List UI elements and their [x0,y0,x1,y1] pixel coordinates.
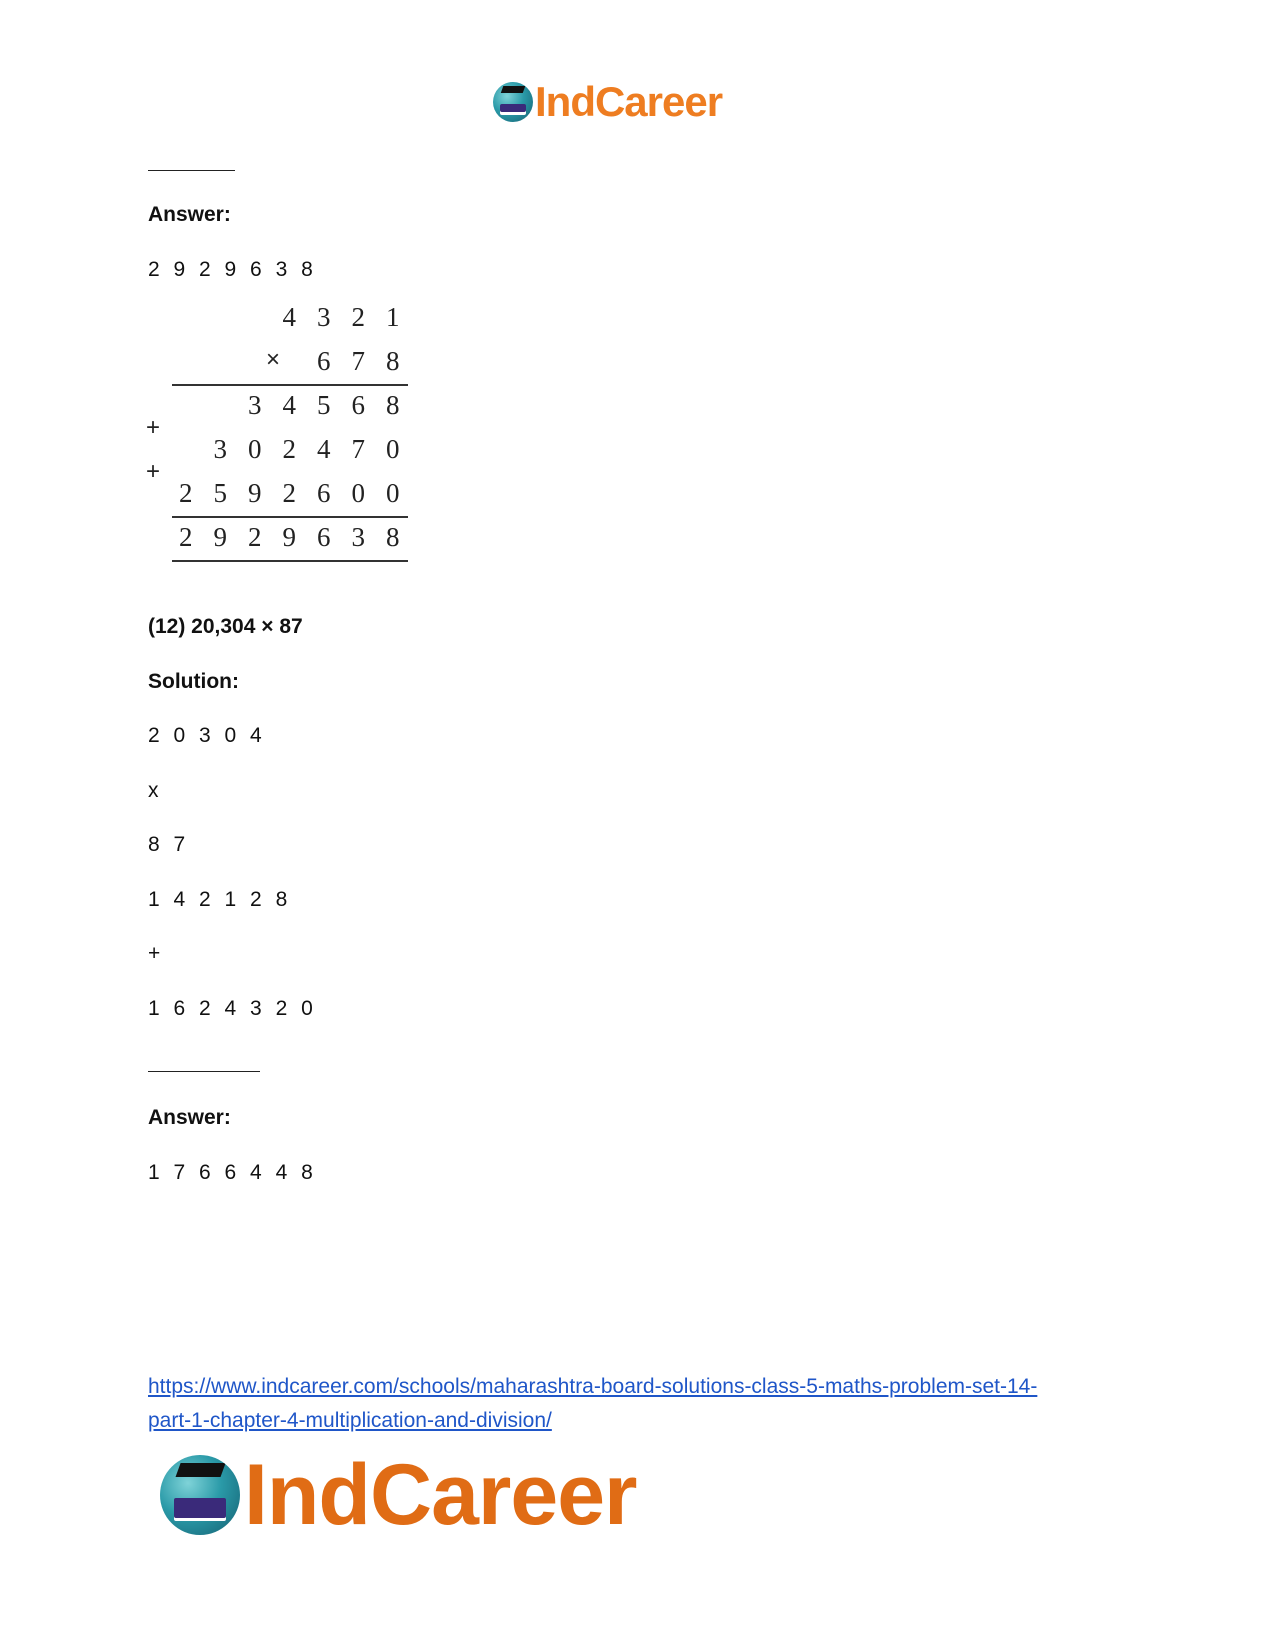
plus-sign: + [146,414,161,441]
multiply-sign: × [266,346,281,373]
footer-logo-text: IndCareer [244,1447,637,1543]
multiplication-working-figure [140,302,430,572]
answer-label: Answer: [148,203,231,226]
footer-link-block [148,1370,1148,1438]
solution-line: 1 6 2 4 3 2 0 [148,997,317,1020]
digit: 8 [386,522,400,552]
footer-logo [160,1447,637,1543]
header-logo-text: IndCareer [535,78,723,125]
digit: 9 [282,522,296,552]
digit: 6 [351,390,365,420]
digit: 9 [213,522,227,552]
solution-line: 2 0 3 0 4 [148,724,266,747]
digit: 4 [282,390,296,420]
digit: 0 [386,478,400,508]
digit: 6 [317,522,331,552]
header-logo [493,78,722,126]
digit: 3 [248,390,262,420]
digit: 3 [351,522,365,552]
digit: 2 [351,302,365,332]
digit: 4 [282,302,296,332]
digit: 8 [386,390,400,420]
partial-product-row-1 [238,390,411,421]
solution-line: 1 4 2 1 2 8 [148,888,292,911]
solution-line: + [148,942,165,965]
calc-rule-1 [172,384,408,386]
plus-sign: + [146,458,161,485]
digit: 6 [317,478,331,508]
question-heading: (12) 20,304 × 87 [148,615,303,638]
globe-book-cap-icon [493,82,533,122]
calc-rule-2 [172,516,408,518]
multiplicand-row [272,302,410,333]
answer-value: 1 7 6 6 4 4 8 [148,1161,317,1184]
footer-url-link-line-2[interactable]: part-1-chapter-4-multiplication-and-division/ [148,1409,552,1432]
calc-rule-3 [172,560,408,562]
digit: 1 [386,302,400,332]
solution-line: 8 7 [148,833,190,856]
top-divider [148,170,235,171]
digit: 4 [317,434,331,464]
digit: 2 [282,478,296,508]
digit: 9 [248,478,262,508]
solution-divider [148,1071,260,1072]
answer-value: 2 9 2 9 6 3 8 [148,258,317,281]
digit: 3 [317,302,331,332]
globe-book-cap-icon [160,1455,240,1535]
digit: 2 [179,522,193,552]
digit: 0 [386,434,400,464]
digit: 5 [213,478,227,508]
digit: 0 [351,478,365,508]
digit: 2 [282,434,296,464]
digit: 7 [351,434,365,464]
digit: 5 [317,390,331,420]
solution-label: Solution: [148,670,239,693]
digit: 3 [213,434,227,464]
digit: 8 [386,346,400,376]
digit: 6 [317,346,331,376]
answer-label: Answer: [148,1106,231,1129]
result-row [169,522,411,553]
partial-product-row-3 [169,478,411,509]
multiplier-row [307,346,411,377]
digit: 2 [179,478,193,508]
footer-url-link-line-1[interactable]: https://www.indcareer.com/schools/maharashtra-board-solutions-class-5-maths-problem-set-14- [148,1375,1038,1398]
digit: 2 [248,522,262,552]
digit: 0 [248,434,262,464]
digit: 7 [351,346,365,376]
solution-line: x [148,779,163,802]
partial-product-row-2 [203,434,410,465]
